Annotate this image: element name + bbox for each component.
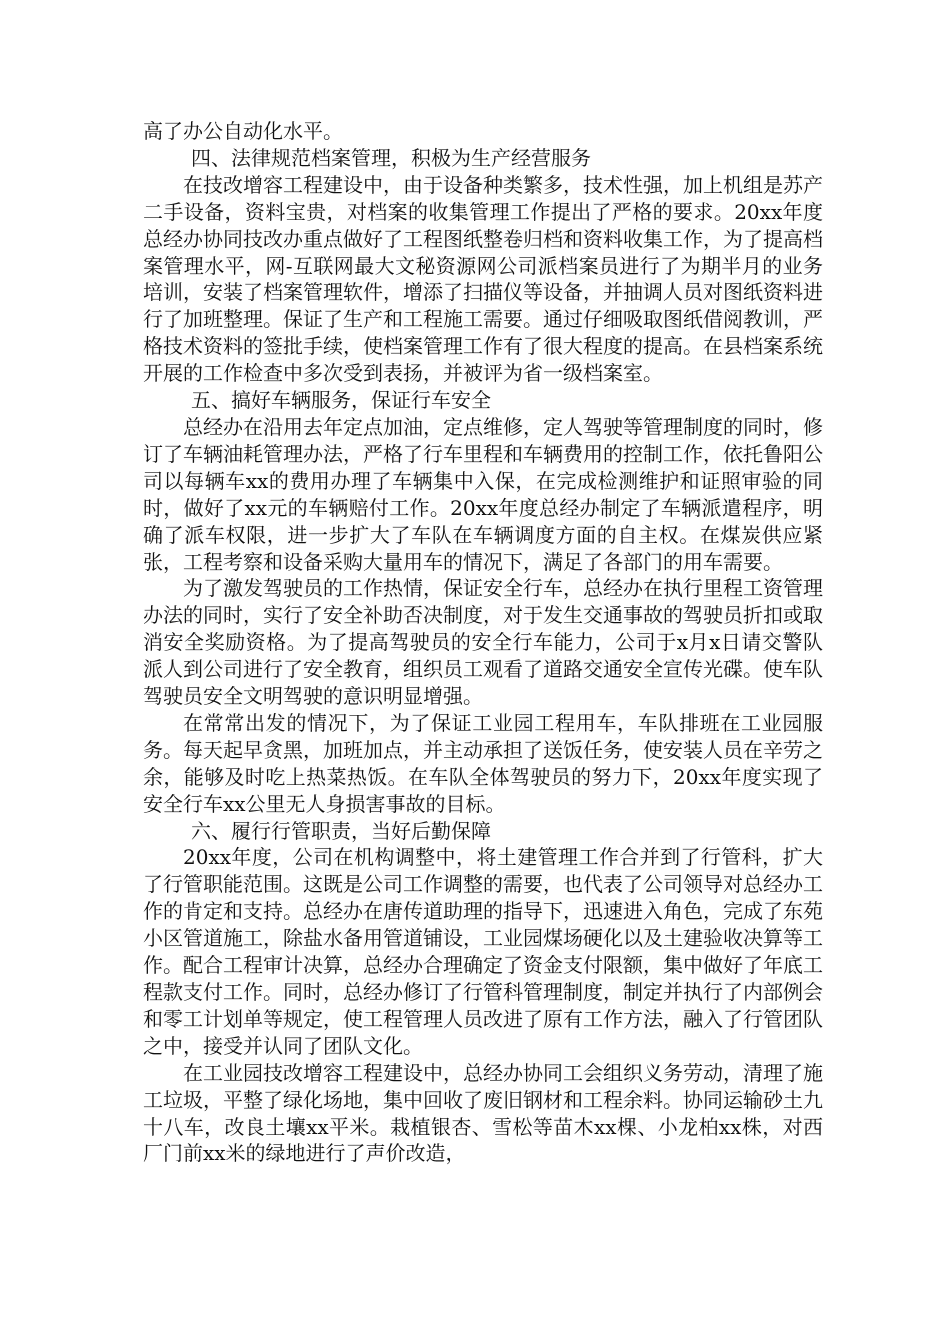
paragraph-continuation: 高了办公自动化水平。 <box>143 119 343 143</box>
section-heading-5: 五、搞好车辆服务，保证行车安全 <box>191 388 491 413</box>
paragraph-greening-work: 在工业园技改增容工程建设中，总经办协同工会组织义务劳动，清理了施工垃圾，平整了绿化场地，集中回收了废旧钢材和工程余料。协同运输砂土九十八车，改良土壤xx平米。栽植银杏、雪松等苗木xx棵、小龙柏xx株，对西厂门前xx米的绿地进行了声价改造， <box>143 1060 823 1166</box>
paragraph-industrial-park-service: 在常常出发的情况下，为了保证工业园工程用车，车队排班在工业园服务。每天起早贪黑，加班加点，并主动承担了送饭任务，使安装人员在辛劳之余，能够及时吃上热菜热饭。在车队全体驾驶员的努力下，20xx年度实现了安全行车xx公里无人身损害事故的目标。 <box>143 710 823 816</box>
paragraph-archives: 在技改增容工程建设中，由于设备种类繁多，技术性强，加上机组是苏产二手设备，资料宝贵，对档案的收集管理工作提出了严格的要求。20xx年度总经办协同技改办重点做好了工程图纸整卷归档和资料收集工作，为了提高档案管理水平，网-互联网最大文秘资源网公司派档案员进行了为期半月的业务培训，安装了档案管理软件，增添了扫描仪等设备，并抽调人员对图纸资料进行了加班整理。保证了生产和工程施工需要。通过仔细吸取图纸借阅教训，严格技术资料的签批手续，使档案管理工作有了很大程度的提高。在县档案系统开展的工作检查中多次受到表扬，并被评为省一级档案室。 <box>143 172 823 386</box>
section-heading-4: 四、法律规范档案管理，积极为生产经营服务 <box>191 145 591 170</box>
paragraph-vehicle-management: 总经办在沿用去年定点加油，定点维修，定人驾驶等管理制度的同时，修订了车辆油耗管理办法，严格了行车里程和车辆费用的控制工作，依托鲁阳公司以每辆车xx的费用办理了车辆集中入保，在完成检测维护和证照审验的同时，做好了xx元的车辆赔付工作。20xx年度总经办制定了车辆派遣程序，明确了派车权限，进一步扩大了车队在车辆调度方面的自主权。在煤炭供应紧张，工程考察和设备采购大量用车的情况下，满足了各部门的用车需要。 <box>143 414 823 574</box>
paragraph-driver-safety: 为了激发驾驶员的工作热情，保证安全行车，总经办在执行里程工资管理办法的同时，实行了安全补助否决制度，对于发生交通事故的驾驶员折扣或取消安全奖励资格。为了提高驾驶员的安全行车能力，公司于x月x日请交警队派人到公司进行了安全教育，组织员工观看了道路交通安全宣传光碟。使车队驾驶员安全文明驾驶的意识明显增强。 <box>143 576 823 709</box>
paragraph-admin-duties: 20xx年度，公司在机构调整中，将土建管理工作合并到了行管科，扩大了行管职能范围。这既是公司工作调整的需要，也代表了公司领导对总经办工作的肯定和支持。总经办在唐传道助理的指导下，迅速进入角色，完成了东苑小区管道施工，除盐水备用管道铺设，工业园煤场硬化以及土建验收决算等工作。配合工程审计决算，总经办合理确定了资金支付限额，集中做好了年底工程款支付工作。同时，总经办修订了行管科管理制度，制定并执行了内部例会和零工计划单等规定，使工程管理人员改进了原有工作方法，融入了行管团队之中，接受并认同了团队文化。 <box>143 845 823 1058</box>
document-page <box>143 118 823 1167</box>
section-heading-6: 六、履行行管职责，当好后勤保障 <box>191 818 491 843</box>
